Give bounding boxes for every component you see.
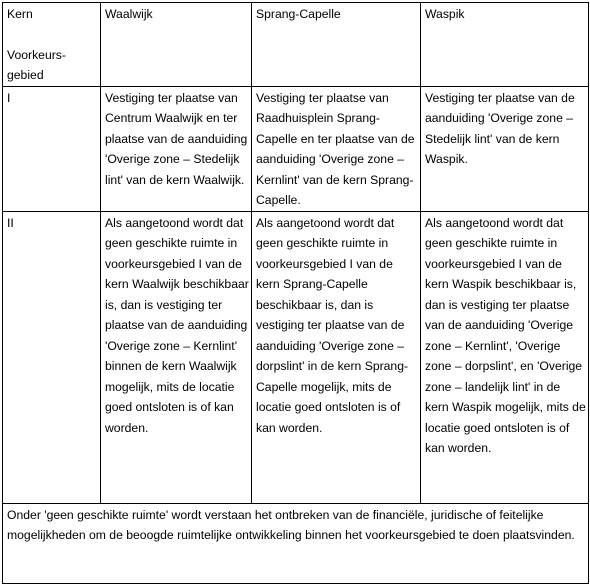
table-cell: Vestiging ter plaatse van Raadhuisplein Sprang-Capelle en ter plaatse van de aanduiding 'Overige zone – Kernlint' van de kern Sprang-Capelle. xyxy=(252,86,421,211)
column-header-waspik: Waspik xyxy=(421,3,589,87)
column-header-sprang-capelle: Sprang-Capelle xyxy=(252,3,421,87)
corner-header-cell xyxy=(3,3,101,87)
footnote-cell: Onder 'geen geschikte ruimte' wordt verstaan het ontbreken van de financiële, juridische of feitelijke mogelijkheden om de beoogde ruimtelijke ontwikkeling binnen het voorkeursgebied te doen plaatsvinden. xyxy=(3,503,589,583)
table-cell: Vestiging ter plaatse van de aanduiding 'Overige zone – Stedelijk lint' van de kern Waspik. xyxy=(421,86,589,211)
table-cell: Vestiging ter plaatse van Centrum Waalwijk en ter plaatse van de aanduiding 'Overige zone – Stedelijk lint' van de kern Waalwijk. xyxy=(101,86,252,211)
row-label-cell: II xyxy=(3,211,101,503)
column-header-waalwijk: Waalwijk xyxy=(101,3,252,87)
table-cell: Als aangetoond wordt dat geen geschikte ruimte in voorkeursgebied I van de kern Sprang-Capelle beschikbaar is, dan is vestiging ter plaatse van de aanduiding 'Overige zone – dorpslint' in de kern Sprang-Capelle mogelijk, mits de locatie goed ontsloten is of kan worden. xyxy=(252,211,421,503)
voorkeursgebied-header-label-line1: Voorkeurs- xyxy=(7,47,66,62)
row-label-cell: I xyxy=(3,86,101,211)
table-cell: Als aangetoond wordt dat geen geschikte ruimte in voorkeursgebied I van de kern Waspik beschikbaar is, dan is vestiging ter plaatse van de aanduiding 'Overige zone – Kernlint', 'Overige zone – dorpslint', en 'Overige zone – landelijk lint' in de kern Waspik mogelijk, mits de locatie goed ontsloten is of kan worden. xyxy=(421,211,589,503)
preference-area-table xyxy=(2,2,589,584)
kern-header-label: Kern xyxy=(7,7,33,21)
table-row xyxy=(3,211,589,503)
table-row xyxy=(3,86,589,211)
voorkeursgebied-header-label-line2: gebied xyxy=(7,68,44,82)
header-row xyxy=(3,3,589,87)
table-cell: Als aangetoond wordt dat geen geschikte ruimte in voorkeursgebied I van de kern Waalwijk beschikbaar is, dan is vestiging ter plaatse van de aanduiding 'Overige zone – Kernlint' binnen de kern Waalwijk mogelijk, mits de locatie goed ontsloten is of kan worden. xyxy=(101,211,252,503)
footnote-row xyxy=(3,503,589,583)
